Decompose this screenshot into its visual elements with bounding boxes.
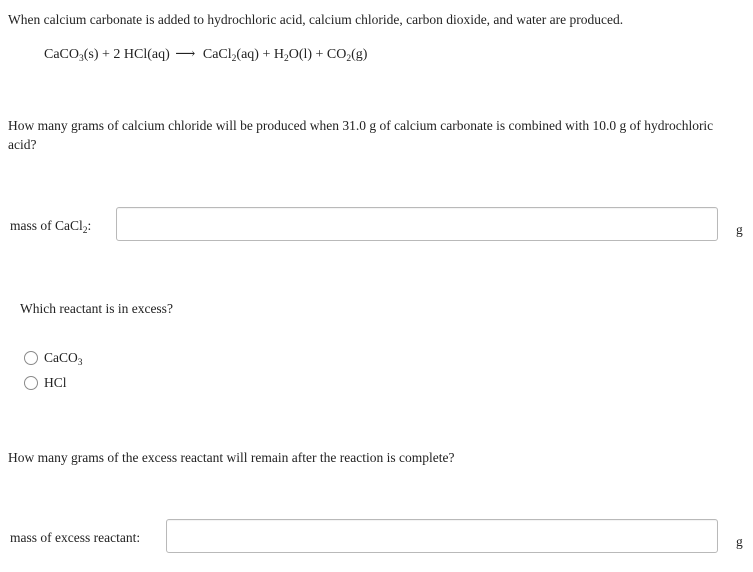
question-calcium-chloride-mass: How many grams of calcium chloride will be produced when 31.0 g of calcium carbonate is combined with 10.0 g of hydrochloric acid? bbox=[8, 118, 714, 152]
mass-cacl2-label: mass of CaCl$_2$: bbox=[10, 218, 92, 236]
mass-excess-label: mass of excess reactant: bbox=[10, 530, 141, 545]
mass-excess-unit: g bbox=[736, 534, 743, 549]
option-caco3[interactable] bbox=[24, 350, 83, 366]
mass-cacl2-input[interactable] bbox=[116, 207, 718, 241]
mass-excess-input[interactable] bbox=[166, 519, 718, 553]
equation-reactant-caco3: CaCO$_3$(s) + 2 HCl(aq) bbox=[44, 47, 170, 64]
reaction-arrow-icon: ⟶ bbox=[175, 47, 196, 62]
chemical-equation bbox=[44, 46, 367, 63]
option-caco3-label: CaCO$_3$ bbox=[44, 350, 83, 368]
question-excess-reactant: Which reactant is in excess? bbox=[20, 301, 173, 316]
question-excess-remaining: How many grams of the excess reactant will remain after the reaction is complete? bbox=[8, 450, 455, 465]
equation-products: CaCl$_2$(aq) + $H_2O(l) + CO_2(g)$ bbox=[202, 47, 368, 64]
intro-text: When calcium carbonate is added to hydrochloric acid, calcium chloride, carbon dioxide, and water are produced. bbox=[8, 12, 624, 27]
radio-caco3[interactable] bbox=[24, 351, 38, 365]
option-hcl-label: HCl bbox=[44, 375, 67, 390]
radio-hcl[interactable] bbox=[24, 376, 38, 390]
mass-cacl2-unit: g bbox=[736, 222, 743, 237]
option-hcl[interactable] bbox=[24, 375, 67, 391]
